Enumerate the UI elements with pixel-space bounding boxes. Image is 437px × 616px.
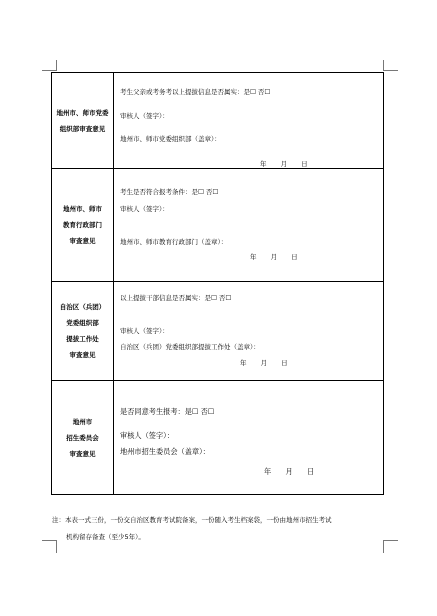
unit-seal-line: 地州市、师市教育行政部门（盖章）： bbox=[120, 238, 228, 246]
footnote-line: 机构留存备查（至少5年）。 bbox=[66, 533, 145, 541]
date-line: 年 月 日 bbox=[250, 253, 298, 261]
row-label-line: 地州市、师市 bbox=[63, 205, 102, 213]
row-label-line: 审查意见 bbox=[69, 449, 96, 458]
row-label-line: 提拔工作处 bbox=[66, 335, 99, 343]
question-text: 考生父亲或考务考以上提拔信息是否属实：是☐ 否☐ bbox=[120, 88, 271, 96]
unit-seal-line: 自治区（兵团）党委组织部提拔工作处（盖章）： bbox=[120, 343, 260, 351]
row-label bbox=[52, 282, 114, 381]
reviewer-signature-line: 审核人（签字）： bbox=[120, 205, 169, 213]
reviewer-signature-line: 审核人（签字）： bbox=[120, 112, 169, 120]
review-form-table bbox=[51, 72, 384, 495]
footnote-line: 注：本表一式三份，一份交自治区教育考试院备案，一份随入考生档案袋，一份由地州市招生考试 bbox=[52, 516, 332, 524]
row-label-line: 党委组织部 bbox=[66, 319, 99, 327]
crop-mark-top-left bbox=[42, 60, 57, 71]
row-label-line: 教育行政部门 bbox=[63, 221, 102, 229]
review-row-education-department bbox=[52, 169, 384, 282]
row-content bbox=[114, 282, 384, 381]
review-row-promotion-office bbox=[52, 282, 384, 381]
footnote bbox=[52, 512, 387, 546]
date-line: 年 月 日 bbox=[264, 467, 315, 476]
review-row-party-organization bbox=[52, 73, 384, 169]
question-text: 考生是否符合报考条件：是☐ 否☐ bbox=[120, 188, 219, 196]
question-text: 以上提拔干部信息是否属实：是☐ 否☐ bbox=[120, 294, 232, 302]
row-label bbox=[52, 73, 114, 169]
unit-seal-line: 地州市、师市党委组织部（盖章）： bbox=[120, 135, 221, 143]
row-label bbox=[52, 169, 114, 282]
row-content bbox=[114, 381, 384, 495]
unit-seal-line: 地州市招生委员会（盖章）： bbox=[120, 447, 210, 456]
reviewer-signature-line: 审核人（签字）： bbox=[120, 327, 169, 335]
row-label-line: 地州市、师市党委 bbox=[56, 108, 109, 117]
row-content bbox=[114, 73, 384, 169]
date-line: 年 月 日 bbox=[240, 359, 288, 367]
row-content bbox=[114, 169, 384, 282]
review-row-admissions-committee bbox=[52, 381, 384, 495]
row-label-line: 组织部审查意见 bbox=[59, 124, 106, 133]
question-text: 是否同意考生报考：是☐ 否☐ bbox=[120, 407, 215, 416]
row-label-line: 招生委员会 bbox=[66, 433, 99, 442]
row-label-line: 审查意见 bbox=[69, 237, 96, 245]
row-label-line: 审查意见 bbox=[69, 351, 96, 359]
row-label bbox=[52, 381, 114, 495]
date-line: 年 月 日 bbox=[260, 160, 308, 168]
row-label-line: 自治区（兵团） bbox=[59, 303, 106, 311]
row-label-line: 地州市 bbox=[72, 417, 93, 426]
reviewer-signature-line: 审核人（签字）： bbox=[120, 431, 174, 440]
crop-mark-top-right bbox=[383, 60, 398, 71]
